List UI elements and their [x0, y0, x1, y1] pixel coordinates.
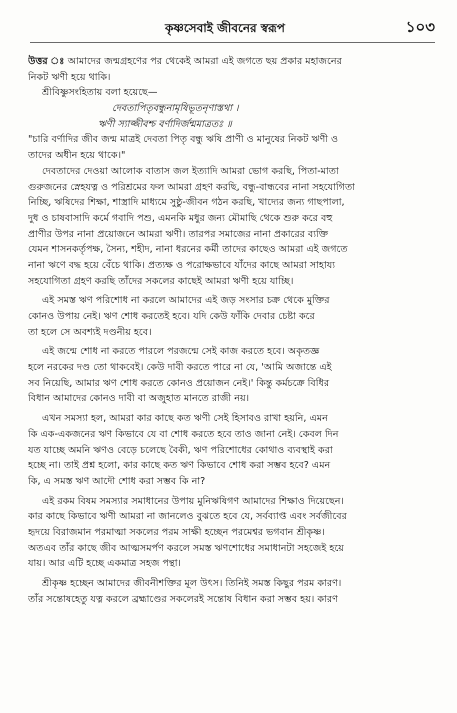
line-text: যেমন শাসনকর্তৃপক্ষ, সৈন্য, শহীদ, নানা ধরনের কর্মী তাদের কাছেও আমরা এই জগতে [28, 244, 348, 256]
text-line [28, 148, 438, 164]
text-line [28, 443, 438, 459]
text-line [28, 54, 438, 70]
line-text: নিচ্ছি, ঋষিদের শিক্ষা, শাস্ত্রাদি মাধ্যমে সুষ্ঠু-জীবন গঠন করছি, খাদ্যের জন্য গাছপালা, [28, 197, 345, 209]
text-line [28, 458, 438, 474]
text-line [28, 525, 438, 541]
line-text: দেবতাপিতৃবন্ধুনামৃষিভূতনৃণাস্তথা । [112, 103, 239, 115]
text-line [28, 494, 438, 510]
text-line [28, 411, 438, 427]
line-text: হৃদয়ে বিরাজমান পরমাত্মা সকলের পরম সাক্ষী হচ্ছেন পরমেশ্বর ভগবান শ্রীকৃষ্ণ। [28, 526, 325, 538]
text-line [28, 164, 438, 180]
page-number: ১০৩ [405, 18, 435, 36]
line-text: শ্রীকৃষ্ণ হচ্ছেন আমাদের জীবনীশক্তির মূল উৎস। তিনিই সমস্ত কিছুর পরম কারণ। [42, 578, 342, 589]
line-text: এই সমস্ত ঋণ পরিশোধ না করলে আমাদের এই জড় সংসার চক্র থেকে মুক্তির [42, 295, 330, 307]
line-text: এখন সমস্যা হল, আমরা কার কাছে কত ঋণী সেই হিসাবও রাখা হয়নি, এমন [42, 413, 328, 425]
text-line [28, 344, 438, 360]
text-line [28, 85, 438, 101]
body-text [28, 54, 438, 607]
text-line [28, 360, 438, 376]
text-line [28, 258, 438, 274]
text-line [28, 376, 438, 392]
running-head: কৃষ্ণসেবাই জীবনের স্বরূপ [165, 21, 285, 35]
line-text: হচ্ছে না। তাই প্রশ্ন হলো, কার কাছে কত ঋণ কিভাবে শোধ করা সম্ভব হবে? এমন [28, 460, 331, 472]
text-line [28, 70, 438, 86]
line-text: দুধ ও চাষবাসাদি কর্মে গবাদি পশু, এমনকি মধুর জন্য মৌমাছি থেকে শুরু করে বহু [28, 212, 333, 224]
text-line [28, 101, 438, 117]
text-line [28, 211, 438, 227]
text-line [28, 227, 438, 243]
text-line [28, 132, 438, 148]
line-text: যত যাচ্ছে অমনি ঋণও বেড়ে চলেছে বৈকী, ঋণ পরিশোধের কোথাও ব্যবস্থাই করা [28, 444, 333, 456]
line-text: কি এক-একজনের ঋণ কিভাবে যে বা শোধ করতে হবে তাও জানা নেই। কেবল দিন [28, 428, 339, 440]
page-header [30, 16, 435, 43]
line-text: কার কাছে কিভাবে ঋণী আমরা না জানলেও বুঝতে হবে যে, সর্বব্যাপ্ত এবং সর্বজীবের [28, 511, 347, 523]
line-text: যায়। আর এটি হচ্ছে একমাত্র সহজ পন্থা। [28, 558, 181, 570]
line-text: আমাদের জন্মগ্রহণের পর থেকেই আমরা এই জগতে ছয় প্রকার মহাজনের [67, 56, 342, 67]
line-text: তাঁর সন্তোষহেতু যত্ন করলে ব্রহ্মাণ্ডের সকলেরই সন্তোষ বিধান করা সম্ভব হয়। কারণ [28, 593, 338, 605]
text-line [28, 325, 438, 341]
line-text: তা হলে সে অবশ্যই দণ্ডনীয় হবে। [28, 326, 152, 338]
line-text: সহযোগিতা গ্রহণ করছি তাঁদের সকলের কাছেই আমরা ঋণী হয়ে যাচ্ছি। [28, 275, 294, 287]
line-text: শ্রীবিষ্ণুসংহিতায় বলা হয়েছে— [42, 87, 158, 99]
line-text: কি, এ সমস্ত ঋণ আদৌ শোধ করা সম্ভব কি না? [28, 475, 206, 487]
text-line [28, 576, 438, 592]
text-line [28, 195, 438, 211]
text-line [28, 427, 438, 443]
text-line [28, 509, 438, 525]
line-text: অতএব তাঁর কাছে জীব আত্মসমর্পণ করলে সমস্ত ঋণশোধের সমাধানটা সহজেই হয়ে [28, 542, 344, 554]
line-text: নিকট ঋণী হয়ে থাকি। [28, 71, 111, 83]
text-line [28, 391, 438, 407]
line-text: গুরুজনের স্নেহযত্ন ও পরিশ্রমের ফল আমরা গ্রহণ করছি, বন্ধু-বান্ধবের নানা সহযোগিতা [28, 181, 355, 193]
line-text: এই রকম বিষম সমস্যার সমাধানের উপায় মুনিঋষিগণ আমাদের শিক্ষাও দিয়েছেন। [42, 495, 344, 507]
text-line [28, 309, 438, 325]
text-line [28, 242, 438, 258]
answer-label: উত্তর ঃ [28, 56, 68, 67]
text-line [28, 274, 438, 290]
line-text: বিধান আমাদের কোনও দাবী বা অজুহাত মানতে রাজী নয়। [28, 393, 250, 405]
line-text: প্রাণীর উপর নানা প্রয়োজনে আমরা ঋণী। তারপর সমাজের নানা প্রকারের ব্যক্তি [28, 228, 329, 240]
text-line [28, 293, 438, 309]
line-text: এই জন্মে শোধ না করতে পারলে পরজন্মে সেই কাজ করতে হবে। অকৃতজ্ঞ [42, 346, 320, 358]
line-text: "চারি বর্ণাদির জীব জন্ম মাত্রই দেবতা পিতৃ বন্ধু ঋষি প্রাণী ও মানুষের নিকট ঋণী ও [28, 134, 339, 146]
line-text: ঋণী স্যাজ্জীবশ্চ বর্ণাদির্জন্মমাত্রতঃ ॥ [98, 118, 232, 130]
line-text: হলে নরকের দণ্ড তো থাকবেই। কেউ দাবী করতে পারে না যে, 'আমি অজান্তে এই [28, 362, 332, 374]
text-line [28, 541, 438, 557]
text-line [28, 474, 438, 490]
line-text: দেবতাদের দেওয়া আলোক বাতাস জল ইত্যাদি আমরা ভোগ করছি, পিতা-মাতা [42, 165, 339, 177]
text-line [28, 117, 438, 133]
line-text: তাদের অধীন হয়ে থাকে।" [28, 150, 126, 162]
text-line [28, 180, 438, 196]
text-line [28, 592, 438, 608]
text-line [28, 556, 438, 572]
line-text: নানা ঋণে বদ্ধ হয়ে বেঁচে থাকি। প্রত্যক্ষ ও পরোক্ষভাবে যাঁদের কাছে আমরা সাহায্য [28, 259, 336, 271]
line-text: কোনও উপায় নেই। ঋণ শোধ করতেই হবে। যদি কেউ ফাঁকি দেবার চেষ্টা করে [28, 311, 315, 322]
line-text: সব নিয়েছি, আমার ঋণ শোধ করতে কোনও প্রয়োজন নেই।' কিন্তু কর্মচক্রে বিধির [28, 377, 330, 389]
